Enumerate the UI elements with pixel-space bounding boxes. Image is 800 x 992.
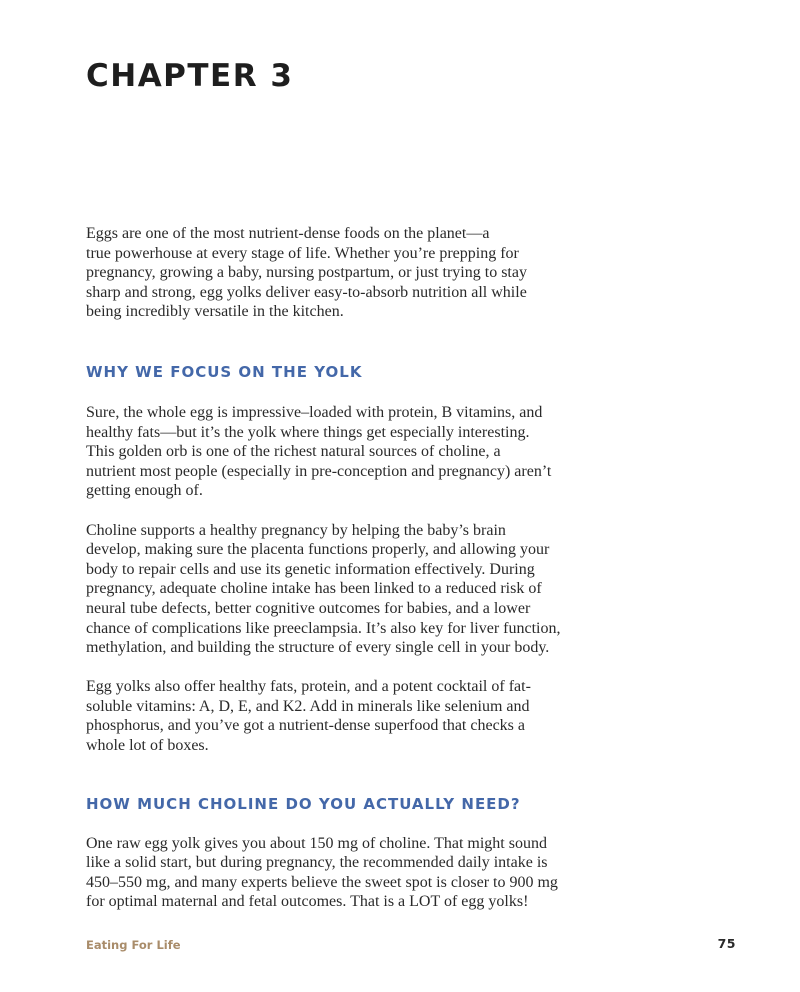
text-line: sharp and strong, egg yolks deliver easy-to-absorb nutrition all while	[86, 283, 527, 301]
text-line: develop, making sure the placenta functions properly, and allowing your	[86, 541, 550, 559]
yolk-paragraph-3	[86, 677, 558, 755]
text-line: Choline supports a healthy pregnancy by helping the baby’s brain	[86, 521, 506, 539]
yolk-paragraph-1	[86, 403, 558, 501]
section-heading-yolk: WHY WE FOCUS ON THE YOLK	[86, 362, 363, 381]
text-line: chance of complications like preeclampsia. It’s also key for liver function,	[86, 619, 561, 637]
text-line: like a solid start, but during pregnancy, the recommended daily intake is	[86, 854, 548, 872]
text-line: This golden orb is one of the richest natural sources of choline, a	[86, 443, 501, 461]
text-line: phosphorus, and you’ve got a nutrient-dense superfood that checks a	[86, 717, 525, 735]
text-line: for optimal maternal and fetal outcomes. That is a LOT of egg yolks!	[86, 893, 529, 911]
page-content	[86, 224, 561, 912]
text-line: being incredibly versatile in the kitchen.	[86, 303, 344, 321]
text-line: healthy fats—but it’s the yolk where things get especially interesting.	[86, 423, 530, 441]
text-line: pregnancy, adequate choline intake has been linked to a reduced risk of	[86, 580, 542, 598]
text-line: whole lot of boxes.	[86, 737, 209, 755]
section-heading-choline: HOW MUCH CHOLINE DO YOU ACTUALLY NEED?	[86, 794, 521, 813]
text-line: body to repair cells and use its genetic information effectively. During	[86, 560, 535, 578]
choline-paragraph-1	[86, 834, 558, 912]
running-footer-title: Eating For Life	[86, 938, 181, 952]
text-line: Egg yolks also offer healthy fats, protein, and a potent cocktail of fat-	[86, 678, 531, 696]
text-line: soluble vitamins: A, D, E, and K2. Add in minerals like selenium and	[86, 697, 530, 715]
text-line: One raw egg yolk gives you about 150 mg of choline. That might sound	[86, 834, 547, 852]
yolk-paragraph-2	[86, 521, 561, 658]
text-line: Eggs are one of the most nutrient-dense foods on the planet—a	[86, 225, 490, 242]
text-line: pregnancy, growing a baby, nursing postpartum, or just trying to stay	[86, 264, 527, 282]
text-line: true powerhouse at every stage of life. Whether you’re prepping for	[86, 244, 519, 262]
intro-paragraph	[86, 224, 558, 322]
page-number: 75	[717, 936, 736, 951]
text-line: getting enough of.	[86, 482, 203, 500]
chapter-title: CHAPTER 3	[86, 58, 294, 94]
text-line: neural tube defects, better cognitive outcomes for babies, and a lower	[86, 599, 531, 617]
text-line: methylation, and building the structure of every single cell in your body.	[86, 639, 550, 657]
text-line: 450–550 mg, and many experts believe the sweet spot is closer to 900 mg	[86, 873, 558, 891]
text-line: Sure, the whole egg is impressive–loaded with protein, B vitamins, and	[86, 403, 543, 421]
text-line: nutrient most people (especially in pre-conception and pregnancy) aren’t	[86, 462, 552, 480]
